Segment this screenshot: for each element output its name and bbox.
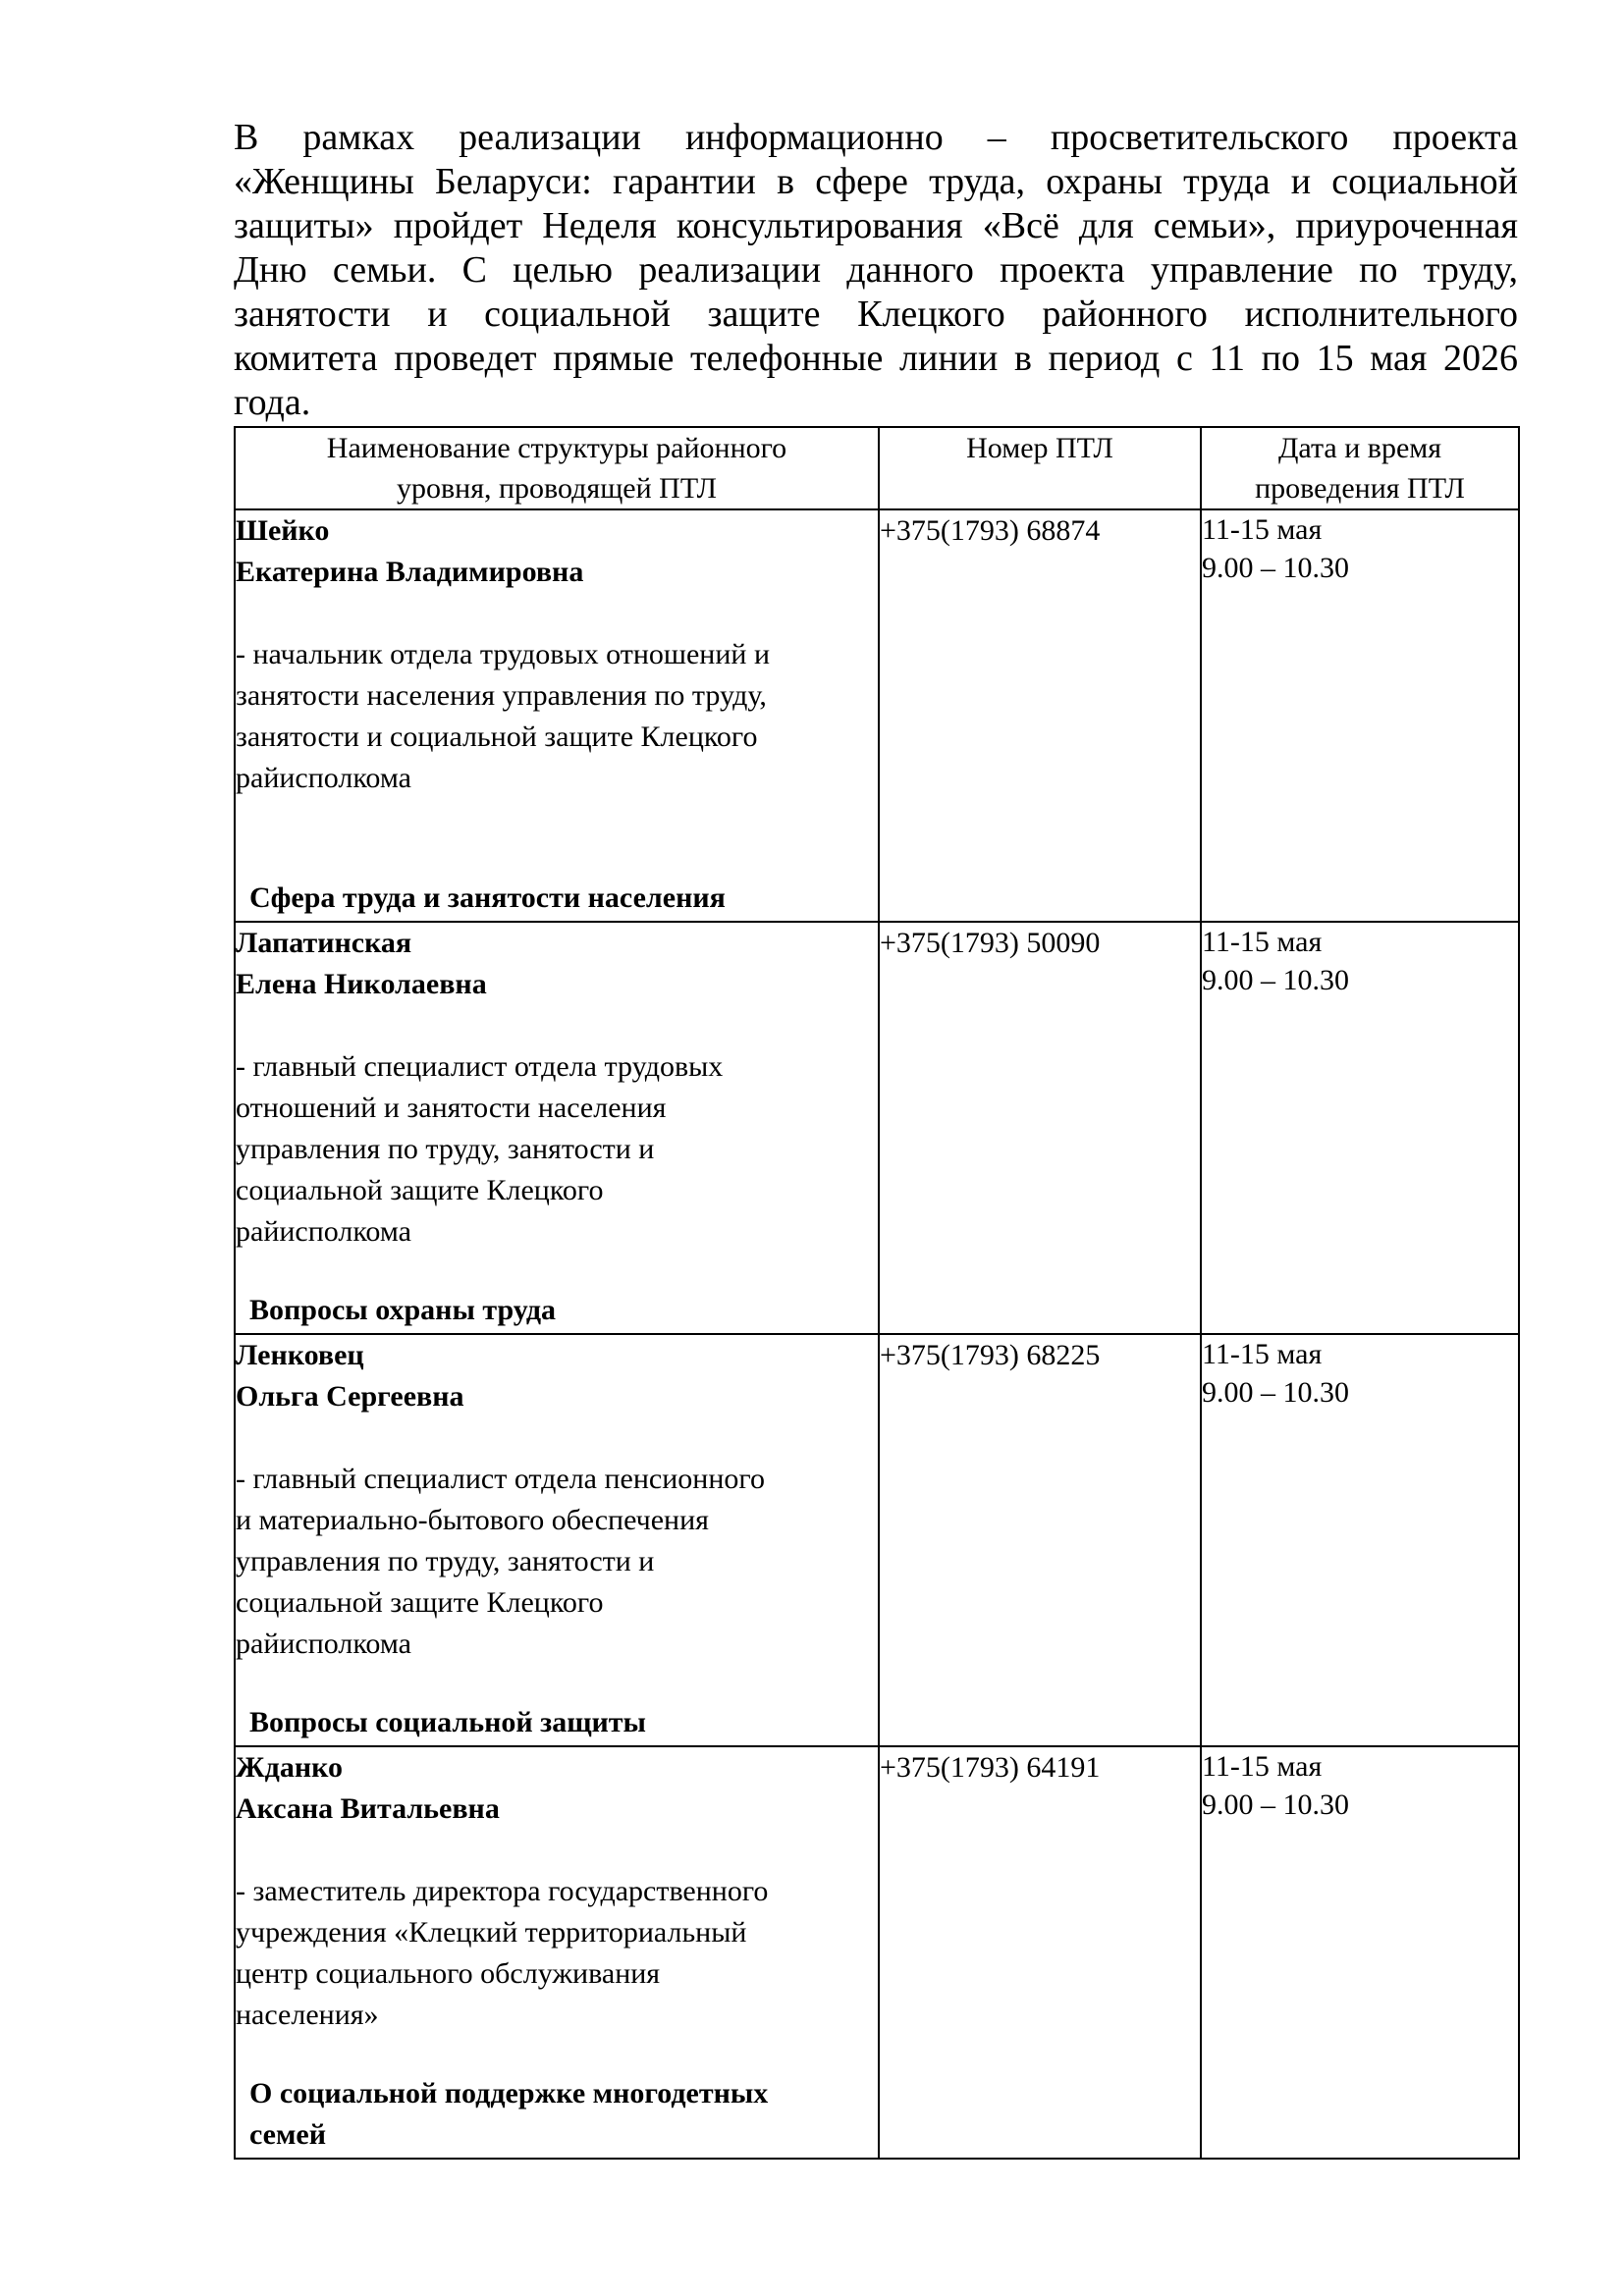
intro-line: комитета проведет прямые телефонные линии в период с 11 по 15 мая 2026 — [234, 338, 1518, 379]
time-range: 9.00 – 10.30 — [1202, 964, 1349, 996]
intro-line: года. — [234, 382, 311, 423]
consultation-topic: Сфера труда и занятости населения — [249, 881, 726, 914]
table-row — [235, 509, 1519, 922]
phone-cell — [879, 922, 1201, 1334]
person-name: Елена Николаевна — [236, 968, 487, 1000]
hotline-table — [234, 426, 1520, 2160]
person-name: Екатерина Владимировна — [236, 556, 584, 588]
person-cell — [235, 509, 879, 922]
person-position: - главный специалист отдела трудовых отношений и занятости населения управления по труду, занятости и социальной защите Клецкого райисполкома — [236, 1050, 724, 1248]
time-range: 9.00 – 10.30 — [1202, 1376, 1349, 1409]
date-range: 11-15 мая — [1202, 513, 1323, 546]
phone-number: +375(1793) 64191 — [880, 1751, 1101, 1784]
datetime-cell — [1201, 1746, 1519, 2159]
phone-number: +375(1793) 68225 — [880, 1339, 1101, 1371]
phone-cell — [879, 1334, 1201, 1746]
date-range: 11-15 мая — [1202, 926, 1323, 958]
consultation-topic: О социальной поддержке многодетных семей — [249, 2077, 769, 2151]
header-phone: Номер ПТЛ — [879, 427, 1201, 509]
person-surname: Лапатинская — [236, 927, 412, 959]
person-name: Аксана Витальевна — [236, 1792, 500, 1825]
table-row — [235, 1334, 1519, 1746]
person-cell — [235, 1746, 879, 2159]
person-cell — [235, 922, 879, 1334]
time-range: 9.00 – 10.30 — [1202, 1789, 1349, 1821]
table-row — [235, 922, 1519, 1334]
datetime-cell — [1201, 1334, 1519, 1746]
intro-line: защиты» пройдет Неделя консультирования «Всё для семьи», приуроченная — [234, 205, 1518, 246]
person-surname: Ленковец — [236, 1339, 364, 1371]
person-cell — [235, 1334, 879, 1746]
datetime-cell — [1201, 922, 1519, 1334]
person-position: - заместитель директора государственного учреждения «Клецкий территориальный центр социального обслуживания населения» — [236, 1875, 769, 2031]
phone-number: +375(1793) 50090 — [880, 927, 1101, 959]
person-position: - начальник отдела трудовых отношений и занятости населения управления по труду, занятости и социальной защите Клецкого райисполкома — [236, 638, 771, 794]
intro-line: «Женщины Беларуси: гарантии в сфере труда, охраны труда и социальной — [234, 161, 1518, 202]
table-header-row — [235, 427, 1519, 509]
table-row — [235, 1746, 1519, 2159]
consultation-topic: Вопросы охраны труда — [249, 1294, 557, 1326]
datetime-cell — [1201, 509, 1519, 922]
person-surname: Жданко — [236, 1751, 344, 1784]
phone-number: +375(1793) 68874 — [880, 514, 1101, 547]
person-position: - главный специалист отдела пенсионного и материально-бытового обеспечения управления по труду, занятости и социальной защите Клецкого райисполкома — [236, 1463, 765, 1660]
person-surname: Шейко — [236, 514, 330, 547]
time-range: 9.00 – 10.30 — [1202, 552, 1349, 584]
intro-line: В рамках реализации информационно – просветительского проекта — [234, 117, 1518, 158]
date-range: 11-15 мая — [1202, 1750, 1323, 1783]
header-structure: Наименование структуры районного уровня, проводящей ПТЛ — [235, 427, 879, 509]
intro-line: Дню семьи. С целью реализации данного проекта управление по труду, — [234, 249, 1518, 291]
phone-cell — [879, 509, 1201, 922]
intro-paragraph — [234, 116, 1518, 425]
phone-cell — [879, 1746, 1201, 2159]
header-datetime: Дата и время проведения ПТЛ — [1201, 427, 1519, 509]
consultation-topic: Вопросы социальной защиты — [249, 1706, 646, 1738]
intro-line: занятости и социальной защите Клецкого районного исполнительного — [234, 294, 1518, 335]
person-name: Ольга Сергеевна — [236, 1380, 464, 1413]
date-range: 11-15 мая — [1202, 1338, 1323, 1370]
